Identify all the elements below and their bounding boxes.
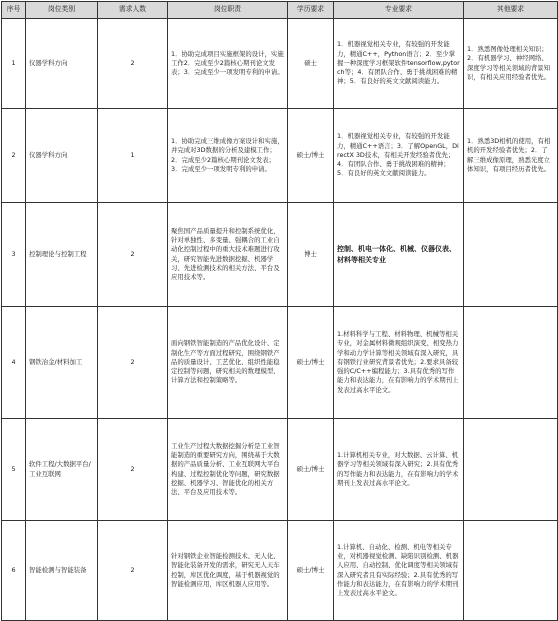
job-duty: 聚焦国产品质量提升和控制系统优化，针对单独性、多变量、强耦合的工业自动化控制过程中的重大技术难题进行攻关，研究智能先进数据挖掘、机器学习、先进检测技术的相关方法、平台及应用技术等。 bbox=[168, 203, 288, 307]
table-row bbox=[2, 109, 558, 203]
header-no: 序号 bbox=[2, 2, 26, 19]
major-requirement: 1．机器视觉相关专业，有较强的开发能力，精通C++，Python语言；2．至少掌握一种深度学习框架软件tensorflow,pytorch等；4．有团队合作、勇于挑战困难的精神；5．有良好的英文文献阅读能力。 bbox=[334, 19, 464, 109]
other-requirement: 1．熟悉图像处理相关知识；2．有机器学习、神经网络、深度学习等相关领域的背景知识，有相关应用经验者优先。 bbox=[464, 19, 558, 109]
header-category: 岗位类别 bbox=[26, 2, 98, 19]
header-major: 专业要求 bbox=[334, 2, 464, 19]
major-requirement: 1.计算机相关专业，对大数据、云计算、机器学习等相关领域有深入研究；2.具有优秀的写作能力和表达能力，在有影响力的学术期刊上发表过高水平论文。 bbox=[334, 419, 464, 521]
position-category: 控制理论与控制工程 bbox=[26, 203, 98, 307]
row-number: 5 bbox=[2, 419, 26, 521]
row-number: 3 bbox=[2, 203, 26, 307]
other-requirement bbox=[464, 419, 558, 521]
major-requirement: 控制、机电一体化、机械、仪器仪表、材料等相关专业 bbox=[334, 203, 464, 307]
table-row bbox=[2, 307, 558, 419]
other-requirement: 1．熟悉3D相机的使用，有相机的开发经验者优先；2．了解三维成像原理，熟悉光度立体知识，有项目经历者优先。 bbox=[464, 109, 558, 203]
requirements-table bbox=[1, 1, 558, 621]
position-category: 仪器学科方向 bbox=[26, 19, 98, 109]
row-number: 4 bbox=[2, 307, 26, 419]
position-category: 钢铁冶金/材料加工 bbox=[26, 307, 98, 419]
job-duty: 针对钢铁企业智能检测技术、无人化、智能化装备开发的需求，研究无人天车控制，库区优化调度，基于机器视觉的智能检测应用，库区机器人应用等。 bbox=[168, 521, 288, 621]
headcount: 2 bbox=[98, 19, 168, 109]
education: 硕士 bbox=[288, 19, 334, 109]
table-row bbox=[2, 203, 558, 307]
job-duty: 工业生产过程大数据挖掘分析是工业智能制造的重要研究方向，围绕基于大数据的产品质量分析、工业互联网大平台构建、过程控制优化等问题，研究数据挖掘、机器学习、智能优化的相关方法、平台及应用技术等。 bbox=[168, 419, 288, 521]
row-number: 6 bbox=[2, 521, 26, 621]
header-edu: 学历要求 bbox=[288, 2, 334, 19]
table-row bbox=[2, 521, 558, 621]
other-requirement bbox=[464, 521, 558, 621]
headcount: 2 bbox=[98, 419, 168, 521]
header-count: 需求人数 bbox=[98, 2, 168, 19]
major-requirement: 1．机器视觉相关专业，有较强的开发能力，精通C++语言；3．了解OpenGL，DirectX 3D技术，有相关开发经验者优先；4．有团队合作、勇于挑战困难的精神；5．有良好的英文文献阅读能力。 bbox=[334, 109, 464, 203]
position-category: 智能检测与智能装备 bbox=[26, 521, 98, 621]
job-duty: 1．协助完成项目实施框架的设计，实施工作2．完成至少2篇核心期刊论文发表；3．完成至少一项发明专利的申请。 bbox=[168, 19, 288, 109]
headcount: 2 bbox=[98, 203, 168, 307]
job-duty: 面向钢铁智能制造的产品优化设计、定制化生产等方面过程研究，围绕钢铁产品的质量设计、工艺优化、组织性能稳定控制等问题，研究相关的数理模型、计算方法和控制策略等。 bbox=[168, 307, 288, 419]
education: 硕士/博士 bbox=[288, 521, 334, 621]
header-row bbox=[2, 2, 558, 19]
table-row bbox=[2, 19, 558, 109]
other-requirement bbox=[464, 203, 558, 307]
major-requirement: 1.材料科学与工程、材料物理、机械等相关专业，对金属材料微观组织演变、相变热力学和动力学计算等相关领域有深入研究，具有钢铁行业研究背景者优先；2.要求具备较强的C/C++编程能力；3.具有优秀的写作能力和表达能力，在有影响力的学术期刊上发表过高水平论文。 bbox=[334, 307, 464, 419]
headcount: 1 bbox=[98, 109, 168, 203]
row-number: 2 bbox=[2, 109, 26, 203]
table-row bbox=[2, 419, 558, 521]
position-category: 软件工程/大数据平台/工业互联网 bbox=[26, 419, 98, 521]
education: 硕士/博士 bbox=[288, 419, 334, 521]
job-duty: 1．协助完成三维成像方案设计和实施，并完成对3D数据的分析及建模工作；2．完成至少2篇核心期刊论文发表；3．完成至少一项发明专利的申请。 bbox=[168, 109, 288, 203]
major-requirement: 1.计算机、自动化、检测、机电等相关专业，对机器视觉检测、缺陷识别检测、机器人应用、自动控制、优化调度等相关领域有深入研究者且有实际经验；2.具有优秀的写作能力和表达能力，在有影响力的学术期刊上发表过高水平论文。 bbox=[334, 521, 464, 621]
position-category: 仪器学科方向 bbox=[26, 109, 98, 203]
education: 博士 bbox=[288, 203, 334, 307]
header-other: 其他要求 bbox=[464, 2, 558, 19]
header-duty: 岗位职责 bbox=[168, 2, 288, 19]
headcount: 2 bbox=[98, 307, 168, 419]
row-number: 1 bbox=[2, 19, 26, 109]
other-requirement bbox=[464, 307, 558, 419]
education: 硕士/博士 bbox=[288, 109, 334, 203]
education: 硕士/博士 bbox=[288, 307, 334, 419]
headcount: 2 bbox=[98, 521, 168, 621]
